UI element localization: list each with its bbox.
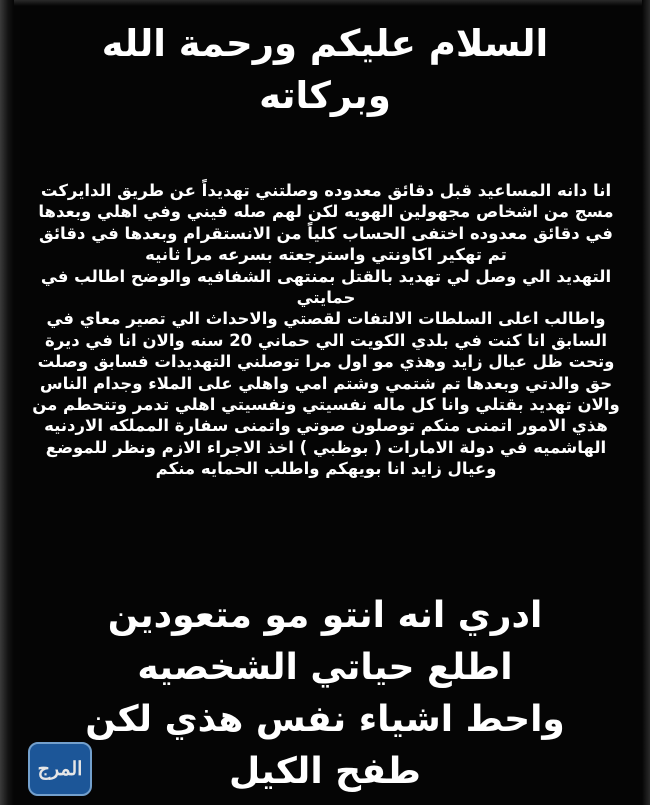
statement-line: حق والدتي وبعدها تم شتمي وشتم امي واهلي على الملاء وجدام الناس xyxy=(39,373,613,393)
statement-body xyxy=(24,180,628,480)
statement-line: حمايتي xyxy=(296,288,356,308)
statement-line: تم تهكير اكاونتي واسترجعته بسرعه مرا ثانيه xyxy=(145,245,507,265)
top-edge-shadow xyxy=(0,0,650,6)
statement-line: هذي الامور اتمنى منكم توصلون صوتي واتمنى سفارة المملكه الاردنيه xyxy=(44,416,608,436)
closing-line: ادري انه انتو مو متعودين xyxy=(107,595,543,636)
greeting-line-2: وبركاته xyxy=(259,74,391,117)
greeting-line-1: السلام عليكم ورحمة الله xyxy=(101,22,549,65)
statement-line: السابق انا كنت في بلدي الكويت الي حماني 20 سنه والان انا في ديرة xyxy=(45,330,607,350)
statement-line: وتحت ظل عيال زايد وهذي مو اول مرا توصلني التهديدات فسابق وصلت xyxy=(37,352,615,372)
statement-line: والان تهديد بقتلي وانا كل ماله نفسيتي ونفسيتي اهلي تدمر وتتحطم من xyxy=(32,395,620,415)
greeting-heading xyxy=(40,18,610,122)
statement-line: الهاشميه في دولة الامارات ( بوظبي ) اخذ الاجراء الازم ونظر للموضع xyxy=(45,437,607,457)
closing-line: طفح الكيل xyxy=(229,751,421,792)
closing-line: واحط اشياء نفس هذي لكن xyxy=(85,699,565,740)
statement-line: وعيال زايد انا بويهكم واطلب الحمايه منكم xyxy=(155,459,497,479)
left-edge-shadow xyxy=(0,0,14,805)
statement-line: التهديد الي وصل لي تهديد بالقتل بمنتهى الشفافيه والوضح اطالب في xyxy=(40,266,612,286)
statement-line: واطالب اعلى السلطات الالتفات لقصتي والاحداث الي تصير معاي في xyxy=(46,309,606,329)
statement-line: في دقائق معدوده اختفى الحساب كلياً من الانستقرام وبعدها في دقائق xyxy=(38,223,613,243)
right-edge-shadow xyxy=(642,0,650,805)
closing-message xyxy=(37,590,610,798)
site-watermark-logo xyxy=(28,742,92,796)
watermark-text: المرج xyxy=(37,758,83,780)
statement-line: مسج من اشخاص مجهولين الهويه لكن لهم صله فيني وفي اهلي وبعدها xyxy=(38,202,614,222)
statement-line: انا دانه المساعيد قبل دقائق معدوده وصلتني تهديداً عن طريق الدايركت xyxy=(40,181,612,200)
closing-line: اطلع حياتي الشخصيه xyxy=(137,647,513,688)
